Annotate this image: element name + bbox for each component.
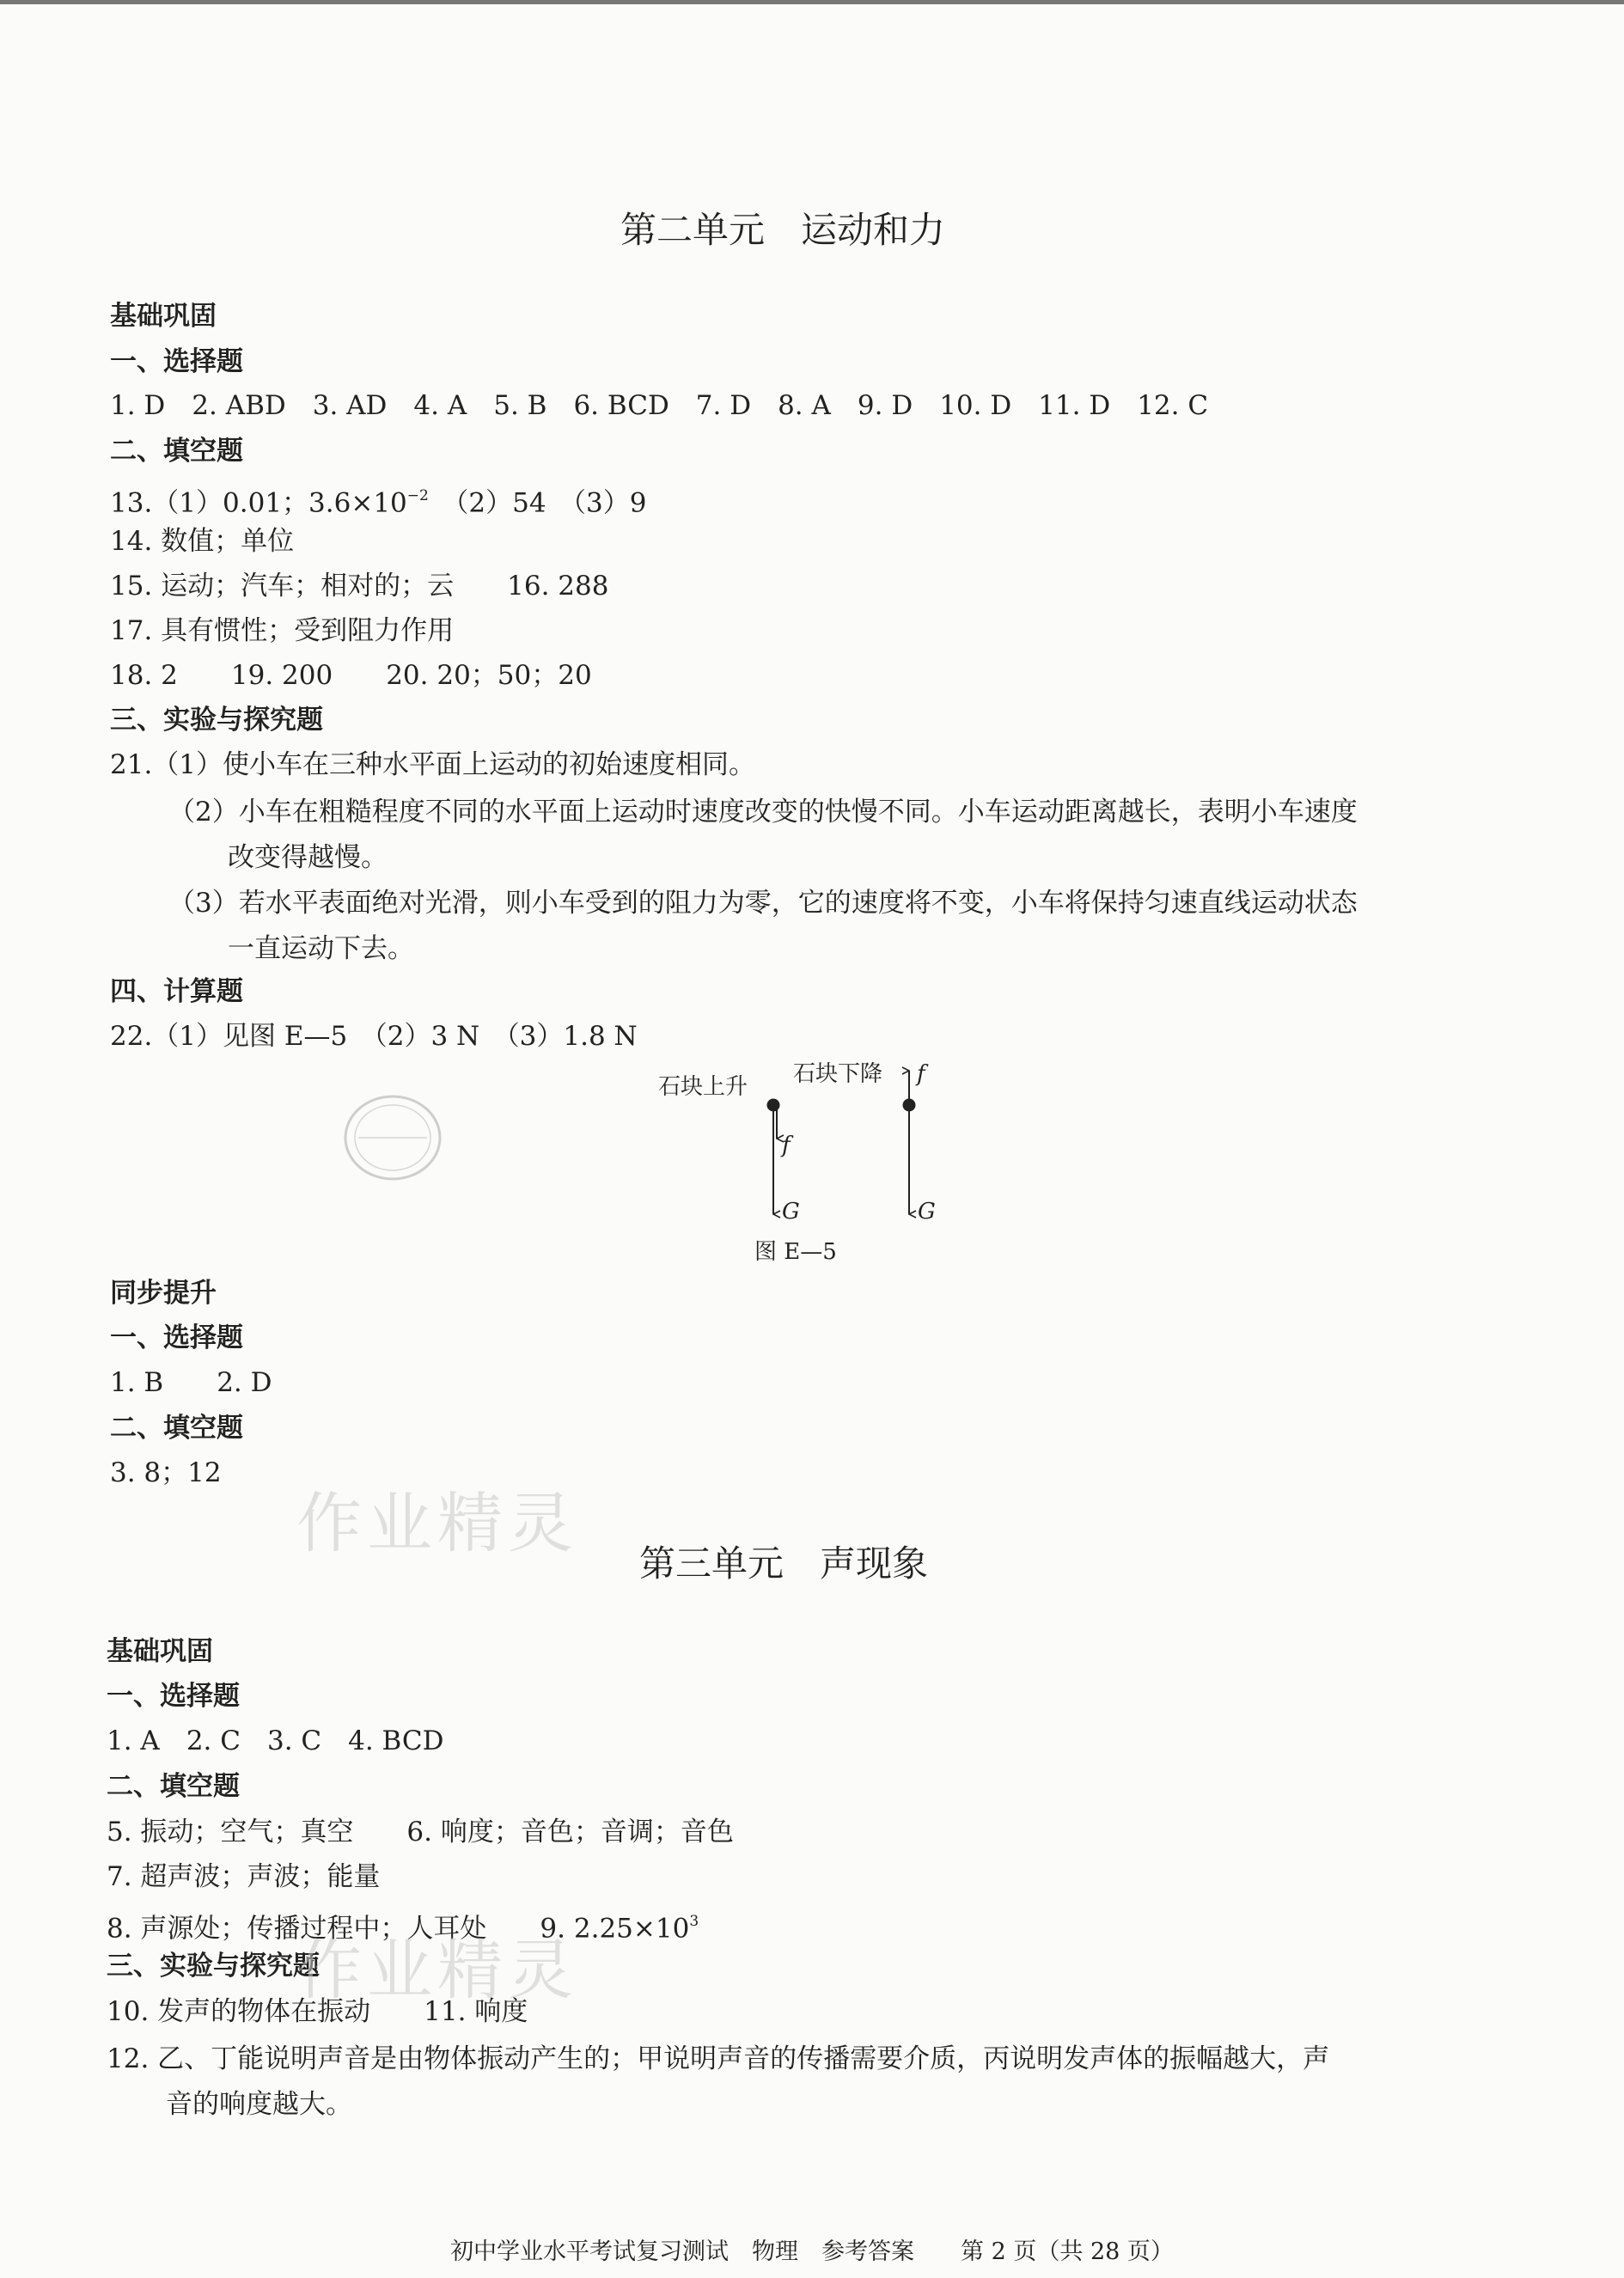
q22-answer: 22.（1）见图 E—5 （2）3 N （3）1.8 N [110, 1021, 638, 1052]
q21-1-answer: 21.（1）使小车在三种水平面上运动的初始速度相同。 [110, 749, 756, 780]
unit3-choice-answers: 1. A 2. C 3. C 4. BCD [107, 1725, 444, 1756]
q21-3-answer-line1: （3）若水平表面绝对光滑，则小车受到的阻力为零，它的速度将不变，小车将保持匀速直线运动状态 [168, 888, 1358, 919]
q15-16-answer: 15. 运动；汽车；相对的；云 16. 288 [110, 571, 609, 602]
q10-11-answer: 10. 发声的物体在振动 11. 响度 [107, 1996, 528, 2027]
q21-3-answer-line2: 一直运动下去。 [228, 933, 414, 964]
g-label-rising: G [782, 1199, 800, 1225]
sync-choice-heading: 一、选择题 [110, 1322, 243, 1353]
unit2-calc-heading: 四、计算题 [110, 976, 243, 1007]
sync-fill-answers: 3. 8；12 [110, 1457, 222, 1488]
figure-e5 [653, 1055, 980, 1270]
label-stone-falling: 石块下降 [793, 1061, 883, 1087]
q8-9-answer: 8. 声源处；传播过程中；人耳处 9. $2.25\times 10^3$ [107, 1913, 699, 1945]
g-label-falling: G [918, 1199, 936, 1225]
q21-2-answer-line1: （2）小车在粗糙程度不同的水平面上运动时速度改变的快慢不同。小车运动距离越长，表明小车速度 [168, 797, 1358, 828]
page-footer: 初中学业水平考试复习测试 物理 参考答案 第 2 页（共 28 页） [450, 2238, 1174, 2265]
label-stone-rising: 石块上升 [658, 1074, 748, 1100]
q14-answer: 14. 数值；单位 [110, 526, 295, 557]
q12-answer-line1: 12. 乙、丁能说明声音是由物体振动产生的；甲说明声音的传播需要介质，丙说明发声体的振幅越大，声 [107, 2043, 1330, 2074]
q5-6-answer: 5. 振动；空气；真空 6. 响度；音色；音调；音色 [107, 1817, 734, 1847]
q13-answer: 13.（1）0.01；$3.6\times 10^{-2}$ （2）54 （3）9 [110, 487, 647, 519]
unit2-exp-heading: 三、实验与探究题 [110, 705, 323, 736]
unit2-choice-heading: 一、选择题 [110, 346, 243, 377]
unit3-fill-heading: 二、填空题 [107, 1771, 240, 1802]
sync-choice-answers: 1. B 2. D [110, 1367, 272, 1398]
q12-answer-line2: 音的响度越大。 [166, 2089, 352, 2120]
watermark-2: 作业精灵 [296, 1932, 578, 2008]
unit3-choice-heading: 一、选择题 [107, 1681, 240, 1712]
figure-caption: 图 E—5 [754, 1239, 837, 1265]
unit2-basic-heading: 基础巩固 [110, 301, 217, 332]
q17-answer: 17. 具有惯性；受到阻力作用 [110, 615, 455, 646]
sync-fill-heading: 二、填空题 [110, 1413, 243, 1444]
top-border [0, 0, 1624, 4]
sync-heading: 同步提升 [110, 1278, 217, 1309]
f-label-falling: f [917, 1061, 925, 1087]
unit2-fill-heading: 二、填空题 [110, 436, 243, 467]
unit2-title: 第二单元 运动和力 [620, 209, 946, 251]
watermark-1: 作业精灵 [296, 1485, 578, 1561]
unit3-basic-heading: 基础巩固 [107, 1636, 213, 1667]
q21-2-answer-line2: 改变得越慢。 [228, 842, 388, 873]
unit2-choice-answers: 1. D 2. ABD 3. AD 4. A 5. B 6. BCD 7. D 8. A 9. D 10. D 11. D 12. C [110, 390, 1209, 421]
q7-answer: 7. 超声波；声波；能量 [107, 1861, 381, 1892]
f-label-rising: f [782, 1133, 791, 1158]
unit3-title: 第三单元 声现象 [639, 1542, 929, 1585]
unit3-exp-heading: 三、实验与探究题 [107, 1951, 320, 1982]
stamp-logo [339, 1084, 447, 1192]
q18-20-answer: 18. 2 19. 200 20. 20；50；20 [110, 660, 592, 691]
